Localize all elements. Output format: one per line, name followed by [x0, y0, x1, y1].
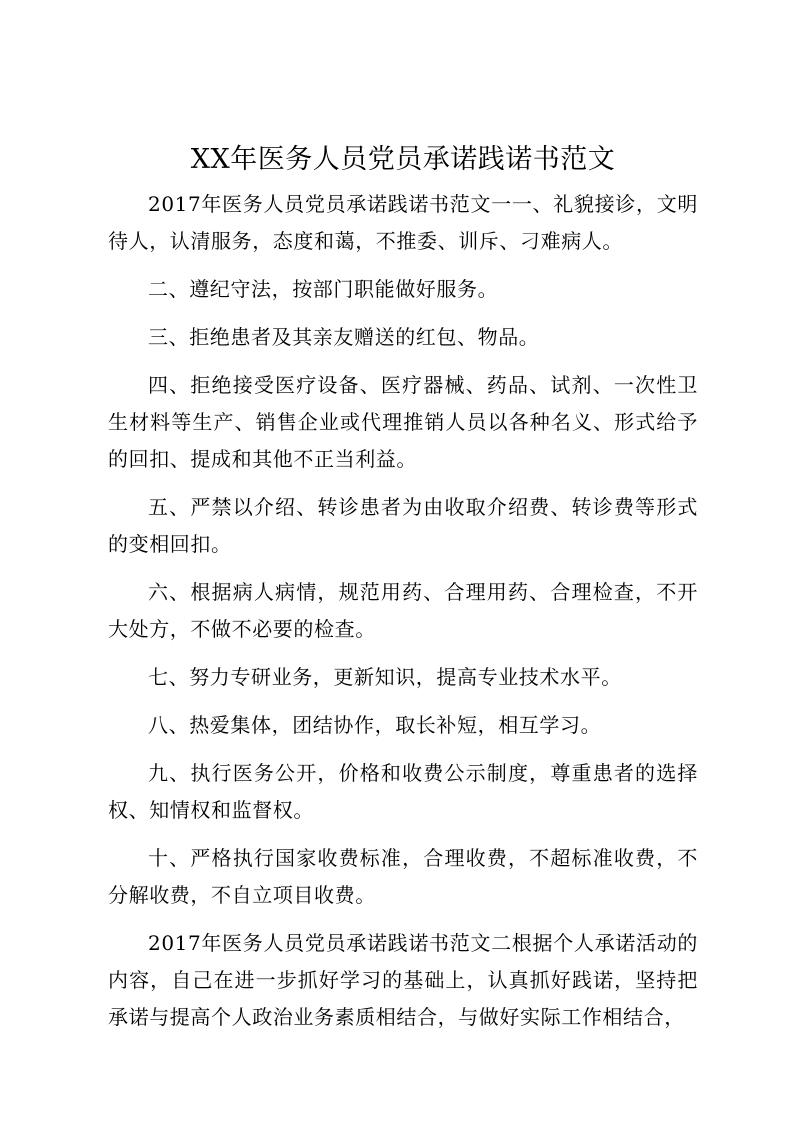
paragraph-1: 2017年医务人员党员承诺践诺书范文一一、礼貌接诊，文明待人，认清服务，态度和蔼，不推委、训斥、刁难病人。: [108, 192, 698, 253]
document-page: [108, 140, 698, 1047]
paragraph-11: 2017年医务人员党员承诺践诺书范文二根据个人承诺活动的内容，自己在进一步抓好学习的基础上，认真抓好践诺，坚持把承诺与提高个人政治业务素质相结合，与做好实际工作相结合，: [108, 931, 698, 1029]
paragraph-5: 五、严禁以介绍、转诊患者为由收取介绍费、转诊费等形式的变相回扣。: [108, 495, 698, 556]
paragraph-2: 二、遵纪守法，按部门职能做好服务。: [148, 277, 499, 301]
paragraph-6: 六、根据病人病情，规范用药、合理用药、合理检查，不开大处方，不做不必要的检查。: [108, 580, 698, 641]
document-title: XX年医务人员党员承诺践诺书范文: [190, 144, 616, 175]
paragraph-7: 七、努力专研业务，更新知识，提高专业技术水平。: [148, 665, 622, 689]
paragraph-4: 四、拒绝接受医疗设备、医疗器械、药品、试剂、一次性卫生材料等生产、销售企业或代理推销人员以各种名义、形式给予的回扣、提成和其他不正当利益。: [108, 373, 698, 471]
paragraph-3: 三、拒绝患者及其亲友赠送的红包、物品。: [148, 325, 540, 349]
paragraph-10: 十、严格执行国家收费标准，合理收费，不超标准收费，不分解收费，不自立项目收费。: [108, 846, 698, 907]
paragraph-9: 九、执行医务公开，价格和收费公示制度，尊重患者的选择权、知情权和监督权。: [108, 761, 698, 822]
paragraph-8: 八、热爱集体，团结协作，取长补短，相互学习。: [148, 713, 602, 737]
